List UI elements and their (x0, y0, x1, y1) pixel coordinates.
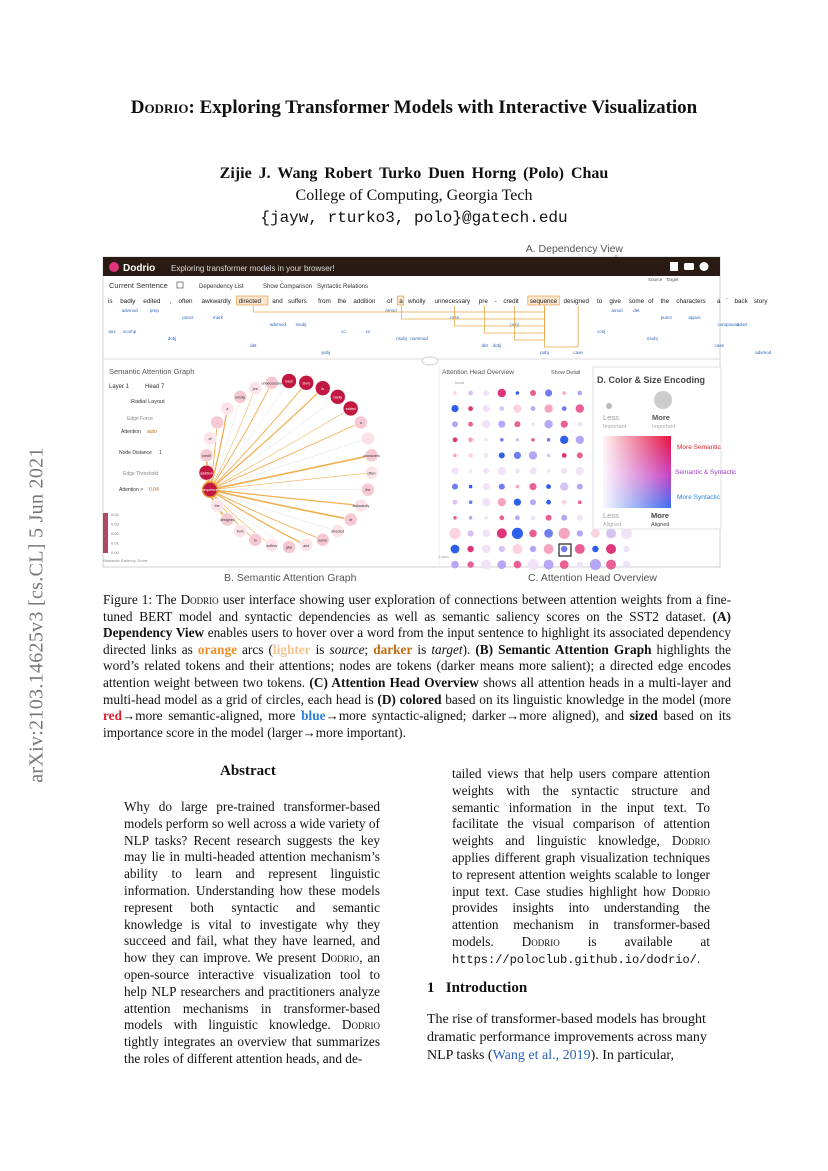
dependency-label: appos (688, 315, 701, 320)
affiliation: College of Computing, Georgia Tech (295, 187, 533, 204)
graph-node-label: from (236, 529, 244, 534)
token[interactable]: the (337, 298, 347, 305)
attention-head-circle[interactable] (577, 422, 582, 427)
token[interactable]: characters (676, 298, 706, 305)
attention-head-circle[interactable] (451, 561, 459, 569)
attention-head-circle[interactable] (547, 454, 551, 458)
graph-node-label: awkwardly (352, 504, 370, 509)
dependency-list-dropdown[interactable]: Dependency List (199, 284, 244, 290)
attention-head-circle[interactable] (482, 530, 490, 538)
head-select[interactable]: Head 7 (145, 384, 165, 390)
app-title: Dodrio (123, 263, 156, 274)
label-attention-overview: C. Attention Head Overview (528, 572, 657, 584)
graph-node-label: , (367, 436, 369, 441)
graph-node-label: characters (363, 453, 380, 458)
attention-head-circle[interactable] (561, 515, 567, 521)
introduction-heading: 1 Introduction (427, 980, 528, 996)
dependency-label: det (250, 343, 257, 348)
attention-head-circle[interactable] (562, 453, 567, 458)
attention-head-circle[interactable] (606, 544, 616, 554)
attention-head-circle[interactable] (483, 405, 490, 412)
attention-head-circle[interactable] (516, 391, 520, 395)
token[interactable]: is (108, 298, 113, 305)
saliency-tick: 0.04 (111, 512, 119, 517)
dependency-label: pobj (510, 322, 519, 327)
token[interactable]: credit (503, 298, 519, 305)
graph-node-label: addition (200, 471, 213, 476)
attention-head-circle[interactable] (451, 467, 458, 474)
attention-head-circle[interactable] (467, 546, 473, 552)
attention-head-circle[interactable] (449, 528, 460, 539)
semantic-graph-title: Semantic Attention Graph (109, 367, 195, 376)
node-distance-value[interactable]: 1 (159, 450, 162, 456)
attention-head-circle[interactable] (452, 484, 458, 490)
attention-head-circle[interactable] (514, 561, 522, 569)
attention-head-circle[interactable] (590, 559, 601, 570)
token[interactable]: ` (725, 298, 728, 305)
attention-head-circle[interactable] (498, 389, 506, 397)
size-legend-large (654, 391, 672, 409)
encoding-legend-title: D. Color & Size Encoding (597, 375, 706, 385)
saliency-tick: 0.00 (111, 550, 119, 555)
attention-head-circle[interactable] (531, 422, 535, 426)
dependency-label: conj (596, 329, 606, 334)
graph-node-label: designed (220, 518, 235, 523)
paper-icon[interactable] (670, 262, 678, 271)
attention-head-circle[interactable] (514, 499, 521, 506)
attention-head-circle[interactable] (544, 529, 553, 538)
attention-head-circle[interactable] (546, 515, 552, 521)
edge-force-label: Edge Force (127, 416, 153, 422)
attention-head-circle[interactable] (451, 545, 460, 554)
graph-node-label: the (214, 504, 220, 509)
attention-head-circle[interactable] (561, 468, 567, 474)
attention-head-circle[interactable] (453, 437, 458, 442)
attention-head-circle[interactable] (577, 561, 583, 567)
graph-node-label: edited (345, 407, 356, 412)
attention-head-circle[interactable] (453, 516, 457, 520)
graph-node-label: of (349, 518, 353, 523)
graph-node-label: story (302, 381, 311, 386)
attention-head-circle[interactable] (483, 468, 489, 474)
size-less-label: Less (603, 413, 619, 422)
attention-head-circle[interactable] (546, 500, 551, 505)
dependency-label: case (573, 350, 583, 355)
token[interactable]: addition (353, 298, 376, 305)
attention-head-circle[interactable] (484, 516, 488, 520)
attention-head-circle[interactable] (562, 406, 567, 411)
attention-head-circle[interactable] (560, 482, 568, 490)
arxiv-identifier (12, 380, 62, 850)
dependency-label: case (714, 343, 725, 348)
figure-1-svg (103, 240, 772, 585)
color-encoding-fade (603, 436, 671, 508)
attention-head-circle[interactable] (576, 467, 584, 475)
dependency-label: advmod (270, 322, 287, 327)
saliency-tick: 0.03 (111, 521, 119, 527)
attention-head-circle[interactable] (544, 420, 552, 428)
github-icon[interactable] (700, 262, 709, 271)
dependency-label: pobj (540, 350, 549, 355)
attention-head-circle[interactable] (577, 391, 582, 396)
dependency-label: mark (212, 315, 223, 320)
app-subtitle: Exploring transformer models in your browser! (171, 264, 335, 273)
dependency-label: dobj (492, 343, 502, 348)
title-rest: : Exploring Transformer Models with Interactive Visualization (188, 97, 698, 118)
attention-head-circle[interactable] (469, 516, 473, 520)
attention-head-circle[interactable] (560, 560, 569, 569)
attention-head-circle[interactable] (529, 483, 536, 490)
attention-head-circle[interactable] (561, 546, 567, 552)
token[interactable]: to (597, 298, 603, 305)
attention-head-circle[interactable] (606, 528, 616, 538)
attention-head-circle[interactable] (560, 436, 568, 444)
dependency-label: amod (385, 308, 397, 313)
figure-caption: Figure 1: The Dodrio user interface showing user exploration of connections between attention weights from a fine-tuned BERT model and syntactic dependencies as well as semantic saliency scores on the SST2 dataset. (A) Dependency View enables users to hover over a word from the input sentence to highlight its associated dependency directed links as orange arcs (lighter is source; darker is target). (B) Semantic Attention Graph highlights the word’s related tokens and their attentions; nodes are tokens (darker means more salient); a directed edge encodes attention weight between two tokens. (C) Attention Head Overview shows all attention heads in a multi-layer and multi-head model as a grid of circles, each head is (D) colored based on its linguistic knowledge in the model (more red→more semantic-aligned, more blue→more syntactic-aligned; darker→more aligned), and sized based on its importance score in the model (larger→more important). (103, 592, 732, 740)
attention-head-circle[interactable] (516, 485, 520, 489)
attention-head-circle[interactable] (469, 500, 473, 504)
saliency-tick: 0.02 (111, 531, 119, 536)
aligned-more-label: More (651, 511, 669, 520)
attention-head-circle[interactable] (453, 500, 458, 505)
target-legend: Target (666, 277, 679, 282)
attention-head-circle[interactable] (623, 546, 629, 552)
attention-head-circle[interactable] (576, 436, 584, 444)
graph-node-label: a (359, 421, 362, 426)
dependency-label: pobj (321, 350, 330, 355)
size-more-label: More (652, 413, 670, 422)
attention-threshold-label: Attention > (119, 487, 144, 493)
attention-head-circle[interactable] (562, 391, 566, 395)
attention-head-circle[interactable] (499, 452, 505, 458)
token[interactable]: of (386, 298, 393, 305)
attention-head-circle[interactable] (623, 561, 631, 569)
attention-head-circle[interactable] (497, 560, 506, 569)
dependency-label: det (633, 308, 640, 313)
attention-head-circle[interactable] (452, 421, 458, 427)
layer-axis-label: Layer (439, 554, 450, 559)
attention-head-circle[interactable] (467, 530, 473, 536)
abstract-continued: tailed views that help users compare attention weights with the syntactic structure and semantic information in the input text. To facilitate the visual comparison of attention weights and linguistic knowledge, Dodrio applies different graph visualization techniques to represent attention weights scalable to longer input text. Case studies highlight how Dodrio provides insights into understanding the attention mechanism in transformer-based models. Dodrio is available at https://poloclub.github.io/dodrio/. (452, 766, 710, 967)
show-detail-button[interactable]: Show Detail (551, 370, 581, 376)
more-syntactic-label: More Syntactic (677, 494, 720, 501)
saliency-legend-label: Semantic Saliency Score (103, 558, 148, 563)
dependency-label: nsubj (646, 336, 658, 341)
token[interactable]: story (753, 298, 768, 305)
attention-head-circle[interactable] (578, 500, 582, 504)
attention-head-circle[interactable] (545, 389, 552, 396)
dependency-label: cc (341, 329, 346, 334)
attention-head-circle[interactable] (577, 530, 583, 536)
more-semantic-label: More Semantic (677, 444, 721, 451)
attention-head-circle[interactable] (544, 560, 554, 570)
attention-head-circle[interactable] (531, 406, 536, 411)
node-distance-label: Node Distance (119, 450, 152, 456)
token[interactable]: some (628, 298, 645, 305)
token[interactable]: from (318, 298, 331, 305)
token[interactable]: the (660, 298, 670, 305)
graph-node-label: the (365, 488, 371, 493)
token[interactable]: back (734, 298, 748, 305)
dependency-label: punct (182, 315, 194, 320)
graph-node-label: and (303, 543, 310, 548)
token[interactable]: , (169, 298, 172, 305)
project-url-link[interactable]: https://poloclub.github.io/dodrio/ (452, 952, 697, 967)
token[interactable]: unnecessary (434, 298, 471, 305)
attention-head-circle[interactable] (499, 546, 505, 552)
attention-head-circle[interactable] (592, 546, 598, 552)
attention-label: Attention (121, 429, 141, 435)
abstract-heading: Abstract (220, 763, 276, 779)
attention-head-circle[interactable] (451, 405, 458, 412)
attention-head-circle[interactable] (577, 452, 583, 458)
attention-head-circle[interactable] (483, 390, 489, 396)
attention-head-circle[interactable] (515, 515, 520, 520)
token[interactable]: and (272, 298, 283, 305)
graph-node-label: back (285, 379, 293, 384)
head-axis-label: head (455, 380, 464, 385)
attention-head-circle[interactable] (591, 529, 600, 538)
token[interactable]: directed (238, 298, 262, 305)
token[interactable]: awkwardly (201, 298, 231, 305)
attention-head-circle[interactable] (527, 559, 538, 570)
citation-link[interactable]: Wang et al., 2019 (492, 1048, 591, 1063)
attention-head-circle[interactable] (512, 528, 523, 539)
attention-head-circle[interactable] (484, 438, 488, 442)
token[interactable]: of (648, 298, 654, 305)
graph-node-label: unnecessary (261, 381, 282, 386)
graph-node-label: suffers (266, 543, 278, 548)
attention-head-circle[interactable] (577, 484, 583, 490)
graph-node-label: to (253, 538, 257, 543)
dependency-label: compound (717, 322, 739, 327)
attention-value[interactable]: auto (147, 429, 157, 435)
attention-head-circle[interactable] (483, 483, 490, 490)
graph-node-label: a (226, 407, 229, 412)
attention-head-circle[interactable] (577, 515, 583, 521)
size-important-more: Important (652, 424, 676, 430)
attention-head-circle[interactable] (561, 421, 568, 428)
attention-head-circle[interactable] (562, 500, 567, 505)
attention-head-circle[interactable] (482, 545, 491, 554)
paper-title (0, 97, 828, 119)
attention-head-circle[interactable] (531, 515, 536, 520)
token[interactable]: suffers (288, 298, 307, 305)
size-important-less: Important (603, 424, 627, 430)
attention-head-circle[interactable] (530, 546, 536, 552)
attention-head-circle[interactable] (482, 420, 490, 428)
title-system-name: Dodrio (130, 97, 189, 118)
syntactic-relations-dropdown[interactable]: Syntactic Relations (317, 284, 369, 290)
attention-head-circle[interactable] (530, 390, 536, 396)
graph-node-label: badly (333, 395, 343, 400)
attention-head-circle[interactable] (499, 484, 505, 490)
introduction-text: The rise of transformer-based models has brought dramatic performance improvements across many NLP tasks (Wang et al., 2019). In particular, (427, 1012, 707, 1063)
attention-head-circle[interactable] (468, 453, 473, 458)
dependency-label: xcomp (123, 329, 137, 334)
attention-head-circle[interactable] (468, 437, 473, 442)
attention-head-circle[interactable] (468, 422, 473, 427)
dependency-label: case (449, 315, 460, 320)
dependency-label: punct (660, 315, 672, 320)
graph-node-label: give (285, 545, 293, 550)
attention-head-circle[interactable] (482, 498, 490, 506)
attention-head-circle[interactable] (484, 453, 489, 458)
graph-node-label: sequence (202, 488, 218, 493)
aligned-less-label: Less (603, 511, 619, 520)
graph-node-label: - (216, 421, 218, 426)
attention-head-circle[interactable] (529, 467, 536, 474)
attention-head-circle[interactable] (512, 544, 522, 554)
token[interactable]: often (178, 298, 193, 305)
attention-head-circle[interactable] (469, 485, 473, 489)
attention-head-circle[interactable] (547, 438, 551, 442)
token[interactable]: wholly (408, 298, 426, 305)
arxiv-id-text: arXiv:2103.14625v3 [cs.CL] 5 Jun 2021 (25, 447, 48, 783)
token[interactable]: badly (120, 298, 136, 305)
token[interactable]: a (399, 298, 403, 305)
saliency-tick: 0.01 (111, 540, 119, 546)
youtube-icon[interactable] (684, 263, 694, 270)
graph-node-label: often (367, 471, 376, 476)
attention-head-circle[interactable] (467, 561, 473, 567)
dependency-label: det (481, 343, 488, 348)
show-comparison-button[interactable]: Show Comparison (263, 284, 313, 290)
label-dependency-view: A. Dependency View (525, 243, 623, 255)
aligned-less-sub: Aligned (603, 522, 622, 528)
abstract-text: Why do large pre-trained transformer-based models perform so well across a wide variety of NLP tasks? Recent research suggests the key may lie in multi-headed attention mechanism’s ability to learn and represent linguistic information. Understanding how these models represent both syntactic and semantic knowledge is vital to investigate why they succeed and fail, what they have learned, and how they can improve. We present Dodrio, an open-source interactive visualization tool to help NLP researchers and practitioners analyze attention mechanisms in transformer-based models with linguistic knowledge. Dodrio tightly integrates an overview that summarizes the roles of different attention heads, and de- (124, 799, 381, 1066)
graph-node-label: directed (331, 529, 345, 534)
attention-head-circle[interactable] (453, 391, 457, 395)
dependency-label: nsubj (295, 322, 307, 327)
authors: Zijie J. Wang Robert Turko Duen Horng (Polo) Chau (219, 165, 609, 182)
token[interactable]: give (609, 298, 621, 305)
attention-head-circle[interactable] (544, 404, 552, 412)
attention-head-circle[interactable] (498, 421, 505, 428)
dependency-label: dobj (167, 336, 177, 341)
attention-head-circle[interactable] (606, 560, 616, 570)
attention-head-circle[interactable] (481, 560, 491, 570)
dependency-label: nummod (410, 336, 428, 341)
collapse-handle[interactable] (422, 357, 438, 365)
figure-1 (103, 240, 772, 585)
token[interactable]: sequence (529, 298, 558, 305)
edge-threshold-label: Edge Threshold (123, 471, 159, 477)
dependency-label: advmod (121, 308, 138, 313)
attention-head-circle[interactable] (546, 484, 551, 489)
token[interactable]: a (717, 298, 721, 305)
graph-node-label: pre (252, 386, 258, 391)
attention-head-circle[interactable] (531, 438, 535, 442)
dependency-label: prep (149, 308, 159, 313)
size-legend-small (606, 403, 612, 409)
graph-node-label: wholly (235, 395, 246, 400)
attention-head-circle[interactable] (499, 515, 504, 520)
layer-select[interactable]: Layer 1 (109, 384, 130, 390)
dependency-label: aux (108, 329, 116, 334)
token[interactable]: designed (563, 298, 590, 305)
attention-head-circle[interactable] (499, 406, 504, 411)
attention-head-circle[interactable] (469, 469, 473, 473)
author-emails: {jayw, rturko3, polo}@gatech.edu (260, 209, 568, 227)
attention-head-circle[interactable] (529, 451, 537, 459)
attention-head-circle[interactable] (497, 528, 507, 538)
attention-head-circle[interactable] (514, 421, 520, 427)
graph-node-label: of (208, 436, 212, 441)
radial-layout-dropdown[interactable]: Radial Layout (131, 399, 165, 405)
attention-head-circle[interactable] (575, 544, 585, 554)
label-semantic-graph: B. Semantic Attention Graph (224, 572, 357, 584)
dependency-label: advcl (736, 322, 748, 327)
graph-node-label: is (321, 386, 325, 391)
dependency-label: cc (365, 329, 371, 334)
attention-threshold-value[interactable]: 0.04 (149, 487, 159, 493)
attention-head-circle[interactable] (498, 467, 506, 475)
graph-node-label: credit (202, 453, 211, 458)
current-sentence-label: Current Sentence (109, 281, 168, 290)
attention-head-circle[interactable] (514, 452, 521, 459)
attention-head-circle[interactable] (516, 438, 520, 442)
token[interactable]: pre (478, 298, 488, 305)
semantic-syntactic-label: Semantic & Syntactic (675, 469, 737, 476)
attention-head-circle[interactable] (453, 454, 457, 458)
attention-head-circle[interactable] (559, 528, 570, 539)
source-legend: Source (648, 277, 663, 282)
attention-head-circle[interactable] (576, 404, 584, 412)
token[interactable]: - (494, 298, 497, 305)
saliency-colorbar (103, 513, 108, 553)
overview-title: Attention Head Overview (442, 369, 514, 376)
graph-node-label: some (318, 538, 328, 543)
aligned-more-sub: Aligned (651, 522, 670, 528)
attention-head-circle[interactable] (515, 469, 520, 474)
attention-head-circle[interactable] (530, 499, 536, 505)
attention-head-circle[interactable] (468, 391, 473, 396)
dependency-label: nsubj (396, 336, 407, 341)
dodrio-logo-icon (109, 262, 119, 272)
attention-head-circle[interactable] (498, 498, 506, 506)
attention-head-circle[interactable] (468, 406, 473, 411)
dependency-label: advmod (755, 350, 772, 355)
attention-head-circle[interactable] (529, 530, 537, 538)
attention-head-circle[interactable] (544, 544, 554, 554)
attention-head-circle[interactable] (513, 404, 521, 412)
dependency-label: amod (611, 308, 623, 313)
attention-head-circle[interactable] (500, 438, 504, 442)
token[interactable]: edited (143, 298, 161, 305)
attention-head-circle[interactable] (547, 469, 551, 473)
